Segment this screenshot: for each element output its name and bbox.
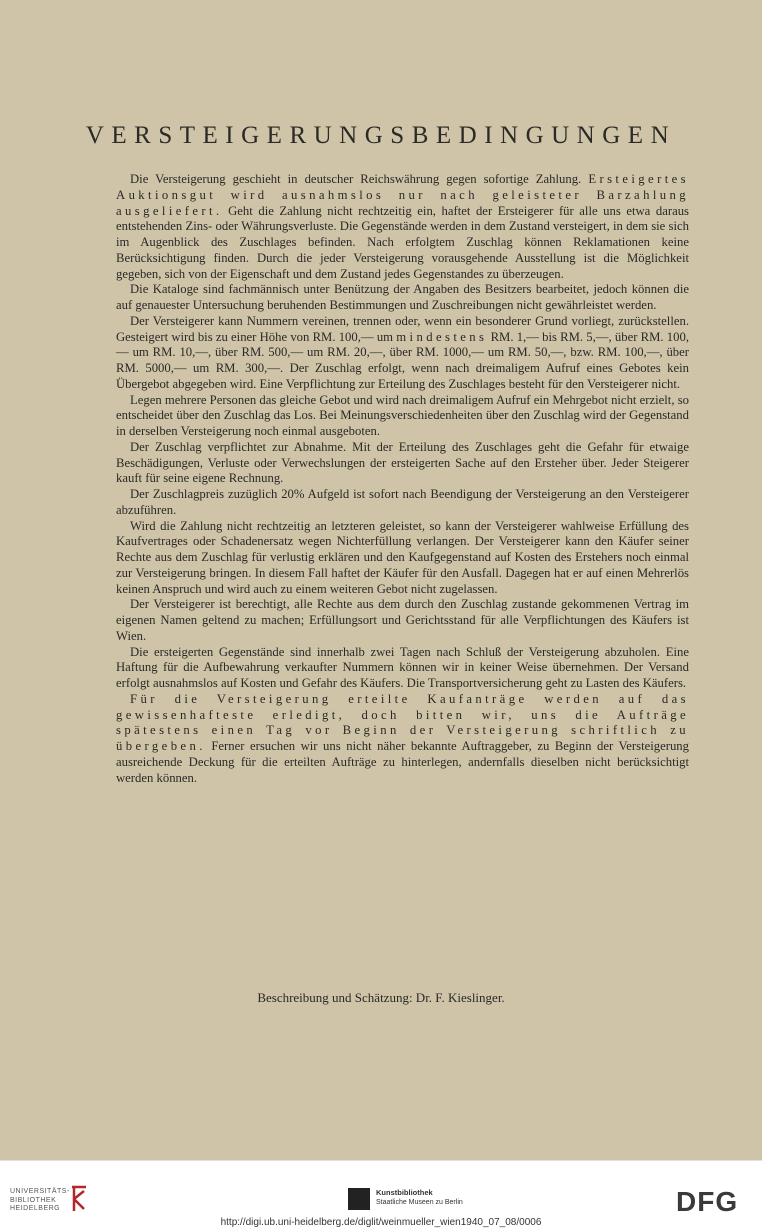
kunstbibliothek-logo-icon bbox=[348, 1188, 370, 1210]
paragraph-7: Wird die Zahlung nicht rechtzeitig an letzteren geleistet, so kann der Versteigerer wahlweise Erfüllung des Kaufvertrages oder Schadenersatz wegen Nichterfüllung verlangen. Der Versteigerer kann den Käufer seiner Rechte aus dem Zuschlag für verlustig erklären und den Kaufgegenstand auf Kosten des Erstehers noch einmal zur Versteigerung bringen. In diesem Fall haftet der Käufer für den Ausfall. Dagegen hat er auf einen Mehrerlös keinen Anspruch und wird auch zu einem weiteren Gebot nicht zugelassen. bbox=[116, 518, 689, 596]
uni-line-2: BIBLIOTHEK bbox=[10, 1196, 57, 1204]
p10-text-spaced: Für die Versteigerung erteilte Kaufanträge werden auf das gewissenhafteste erledigt, doch bitten wir, uns die Aufträge spätestens einen Tag vor Beginn der Versteigerung schriftlich zu übergeben. bbox=[116, 691, 689, 753]
paragraph-3 bbox=[116, 314, 689, 393]
p3-text-c: RM. 1,— bis RM. 5,—, über RM. 100,— um RM. 10,—, über RM. 500,— um RM. 20,—, über RM. 1000,— um RM. 50,—, bzw. RM. 100,—, über RM. 5000,— um RM. 300,—. Der Zuschlag erfolgt, wenn nach dreimaligem Aufruf eines Gebotes kein Übergebot abgegeben wird. Eine Verpflichtung zur Erteilung des Zuschlages besteht für den Versteigerer nicht. bbox=[116, 329, 689, 391]
p3-text-spaced: mindestens bbox=[396, 329, 488, 344]
paragraph-2: Die Kataloge sind fachmännisch unter Benützung der Angaben des Besitzers bearbeitet, jedoch können die auf genauester Untersuchung beruhenden Bestimmungen und Zuschreibungen nicht gewährleistet werden. bbox=[116, 282, 689, 312]
page-url-link[interactable]: http://digi.ub.uni-heidelberg.de/diglit/weinmueller_wien1940_07_08/0006 bbox=[220, 1217, 542, 1228]
university-seal-icon bbox=[68, 1185, 90, 1213]
paragraph-6: Der Zuschlagpreis zuzüglich 20% Aufgeld ist sofort nach Beendigung der Versteigerung an den Versteigerer abzuführen. bbox=[116, 487, 689, 517]
paragraph-10 bbox=[116, 692, 689, 787]
viewer-footer bbox=[0, 1160, 762, 1232]
paragraph-4: Legen mehrere Personen das gleiche Gebot und wird nach dreimaligem Aufruf ein Mehrgebot nicht erzielt, so entscheidet über den Zuschlag das Los. Bei Meinungsverschiedenheiten über den Zuschlag wird der Gegenstand in derselben Versteigerung noch einmal ausgeboten. bbox=[116, 392, 689, 438]
university-library-logo-text bbox=[10, 1188, 70, 1214]
uni-line-1: UNIVERSITÄTS- bbox=[10, 1188, 70, 1195]
conditions-text bbox=[116, 172, 689, 786]
kunstbibliothek-label bbox=[376, 1188, 463, 1207]
p3-text-a: Der Versteigerer kann Nummern vereinen, trennen oder, wenn ein besonderer Grund vorliegt, zurückstellen. Gesteigert wird bis zu einer Höhe von RM. 100,— um bbox=[116, 313, 689, 344]
paragraph-9: Die ersteigerten Gegenstände sind innerhalb zwei Tagen nach Schluß der Versteigerung abzuholen. Eine Haftung für die Aufbewahrung verkaufter Nummern können wir in keiner Weise übernehmen. Der Versand erfolgt ausnahmslos auf Kosten und Gefahr des Käufers. Die Transportversicherung geht zu Lasten des Käufers. bbox=[116, 644, 689, 690]
dfg-logo: DFG bbox=[676, 1186, 739, 1217]
paragraph-1 bbox=[116, 172, 689, 282]
page-title: VERSTEIGERUNGSBEDINGUNGEN bbox=[85, 122, 677, 149]
credit-line: Beschreibung und Schätzung: Dr. F. Kieslinger. bbox=[257, 990, 505, 1005]
p1-text-c: Geht die Zahlung nicht rechtzeitig ein, haftet der Ersteigerer für alle uns etwa daraus entstehenden Zins- oder Währungsverluste. Die Gegenstände werden in dem Zustand versteigert, in dem sie sich im Augenblick des Zuschlages befinden. Nach erfolgtem Zuschlag können Reklamationen keine Berücksichtigung finden. Durch die jeder Versteigerung vorausgehende Ausstellung ist die Möglichkeit gegeben, sich von der Eigenschaft und dem Zustand jedes Gegenstandes zu überzeugen. bbox=[116, 203, 689, 281]
p1-text-a: Die Versteigerung geschieht in deutscher Reichswährung gegen sofortige Zahlung. bbox=[130, 172, 582, 186]
uni-line-3: HEIDELBERG bbox=[10, 1205, 61, 1212]
p10-text-b: Ferner ersuchen wir uns nicht näher bekannte Auftraggeber, zu Beginn der Versteigerung ausreichende Deckung für die erteilten Aufträge zu hinterlegen, andernfalls dieselben nicht berücksichtigt werden können. bbox=[116, 739, 689, 785]
paragraph-5: Der Zuschlag verpflichtet zur Abnahme. Mit der Erteilung des Zuschlages geht die Gefahr für etwaige Beschädigungen, Verluste oder Verwechslungen der ersteigerten Sache auf den Ersteher über. Jeder Steigerer kauft für seine eigene Rechnung. bbox=[116, 439, 689, 486]
kb-sub: Staatliche Museen zu Berlin bbox=[376, 1199, 463, 1206]
kb-name: Kunstbibliothek bbox=[376, 1188, 433, 1197]
p1-text-spaced: Ersteigertes Auktionsgut wird ausnahmslos nur nach geleisteter Barzahlung ausgeliefert. bbox=[116, 172, 690, 218]
paragraph-8: Der Versteigerer ist berechtigt, alle Rechte aus dem durch den Zuschlag zustande gekommenen Vertrag im eigenen Namen geltend zu machen; Erfüllungsort und Gerichtsstand für alle Verpflichtungen des Käufers ist Wien. bbox=[116, 597, 689, 643]
